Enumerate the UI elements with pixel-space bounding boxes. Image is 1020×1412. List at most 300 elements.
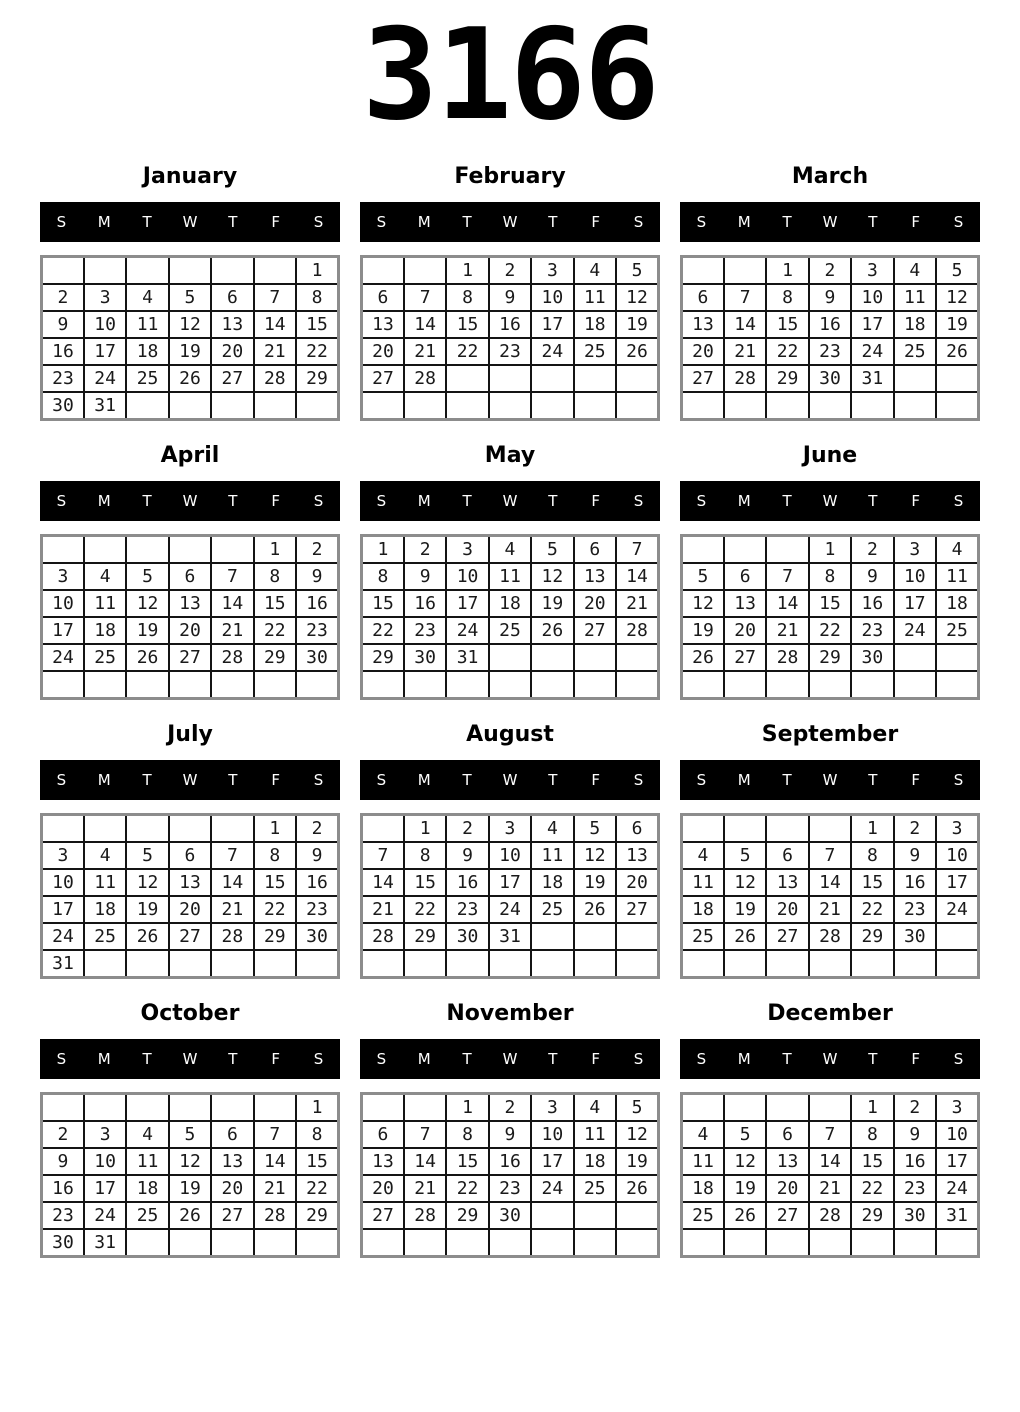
day-cell: 11 — [489, 563, 531, 590]
weekday-label: S — [633, 1050, 644, 1068]
day-cell: 19 — [169, 338, 211, 365]
month-day-grid — [680, 534, 980, 700]
day-cell: 2 — [404, 536, 446, 564]
day-cell — [362, 257, 404, 285]
month-day-grid — [40, 1092, 340, 1258]
day-cell: 23 — [404, 617, 446, 644]
day-cell: 5 — [126, 842, 168, 869]
day-cell: 30 — [851, 644, 893, 671]
week-row — [362, 815, 659, 843]
day-cell: 4 — [84, 842, 126, 869]
day-cell: 12 — [126, 869, 168, 896]
day-cell: 2 — [296, 536, 338, 564]
weekday-label: W — [502, 492, 518, 510]
day-cell — [296, 392, 338, 420]
day-cell: 29 — [296, 1202, 338, 1229]
weekday-label: S — [953, 771, 964, 789]
day-cell: 6 — [211, 1121, 253, 1148]
day-cell: 23 — [851, 617, 893, 644]
day-cell: 1 — [446, 1094, 488, 1122]
week-row — [42, 1202, 339, 1229]
day-cell: 9 — [42, 311, 84, 338]
day-cell — [574, 365, 616, 392]
day-cell: 18 — [574, 311, 616, 338]
day-cell: 13 — [616, 842, 658, 869]
day-cell — [809, 1094, 851, 1122]
day-cell: 6 — [362, 284, 404, 311]
day-cell: 8 — [809, 563, 851, 590]
weekday-label: S — [953, 1050, 964, 1068]
weekday-label: T — [462, 1050, 472, 1068]
day-cell: 19 — [616, 1148, 658, 1175]
month-title: August — [466, 721, 554, 747]
week-row — [682, 671, 979, 699]
day-cell — [531, 950, 573, 978]
day-cell: 18 — [84, 896, 126, 923]
day-cell: 25 — [682, 923, 724, 950]
day-cell: 29 — [446, 1202, 488, 1229]
day-cell: 25 — [126, 1202, 168, 1229]
day-cell: 22 — [446, 1175, 488, 1202]
day-cell: 21 — [724, 338, 766, 365]
day-cell: 12 — [616, 284, 658, 311]
day-cell: 30 — [809, 365, 851, 392]
day-cell: 19 — [616, 311, 658, 338]
day-cell — [682, 392, 724, 420]
day-cell: 20 — [766, 1175, 808, 1202]
day-cell: 29 — [404, 923, 446, 950]
day-cell: 9 — [446, 842, 488, 869]
day-cell: 20 — [616, 869, 658, 896]
day-cell — [531, 365, 573, 392]
day-cell: 24 — [42, 644, 84, 671]
day-cell: 28 — [616, 617, 658, 644]
month-day-grid — [360, 813, 660, 979]
day-cell: 3 — [446, 536, 488, 564]
weekday-label: F — [591, 771, 601, 789]
day-cell: 12 — [531, 563, 573, 590]
weekday-label: M — [417, 213, 431, 231]
day-cell: 20 — [362, 1175, 404, 1202]
day-cell: 30 — [894, 1202, 936, 1229]
day-cell: 5 — [724, 842, 766, 869]
weekday-label: S — [56, 1050, 67, 1068]
day-cell: 9 — [809, 284, 851, 311]
day-cell: 30 — [296, 923, 338, 950]
day-cell — [169, 1229, 211, 1257]
day-cell — [724, 950, 766, 978]
day-cell: 4 — [574, 257, 616, 285]
weekday-label: T — [228, 771, 238, 789]
day-cell: 19 — [574, 869, 616, 896]
week-row — [682, 536, 979, 564]
day-cell — [126, 1094, 168, 1122]
day-cell: 2 — [489, 1094, 531, 1122]
week-row — [42, 815, 339, 843]
day-cell — [809, 392, 851, 420]
day-cell: 10 — [42, 590, 84, 617]
weekday-label: T — [548, 492, 558, 510]
week-row — [42, 617, 339, 644]
weekday-header-row — [40, 760, 340, 800]
day-cell: 6 — [766, 1121, 808, 1148]
day-cell: 11 — [682, 1148, 724, 1175]
day-cell — [894, 671, 936, 699]
day-cell: 18 — [84, 617, 126, 644]
day-cell — [682, 815, 724, 843]
day-cell: 30 — [446, 923, 488, 950]
week-row — [362, 923, 659, 950]
day-cell — [574, 392, 616, 420]
day-cell — [404, 257, 446, 285]
day-cell: 1 — [254, 536, 296, 564]
day-cell — [42, 536, 84, 564]
week-row — [682, 392, 979, 420]
day-cell: 25 — [84, 923, 126, 950]
day-cell: 26 — [126, 644, 168, 671]
day-cell: 15 — [296, 1148, 338, 1175]
day-cell: 31 — [42, 950, 84, 978]
weekday-label: W — [822, 492, 838, 510]
day-cell: 31 — [851, 365, 893, 392]
day-cell: 14 — [766, 590, 808, 617]
weekday-header-row — [360, 481, 660, 521]
day-cell: 24 — [936, 1175, 978, 1202]
week-row — [682, 365, 979, 392]
day-cell: 24 — [531, 338, 573, 365]
weekday-label: T — [228, 492, 238, 510]
day-cell — [851, 950, 893, 978]
weekday-label: F — [911, 771, 921, 789]
week-row — [362, 392, 659, 420]
weekday-header-row — [360, 760, 660, 800]
weekday-label: M — [417, 492, 431, 510]
day-cell: 31 — [936, 1202, 978, 1229]
month-day-grid — [40, 534, 340, 700]
day-cell — [766, 1094, 808, 1122]
week-row — [362, 311, 659, 338]
weekday-label: W — [822, 213, 838, 231]
day-cell — [126, 392, 168, 420]
day-cell — [169, 1094, 211, 1122]
day-cell — [936, 392, 978, 420]
weekday-header-row — [40, 202, 340, 242]
day-cell: 21 — [616, 590, 658, 617]
day-cell: 23 — [296, 896, 338, 923]
day-cell: 18 — [682, 896, 724, 923]
week-row — [362, 617, 659, 644]
day-cell: 19 — [169, 1175, 211, 1202]
weekday-label: S — [696, 492, 707, 510]
day-cell: 23 — [296, 617, 338, 644]
day-cell — [766, 671, 808, 699]
weekday-label: T — [228, 1050, 238, 1068]
day-cell: 10 — [531, 284, 573, 311]
day-cell: 23 — [809, 338, 851, 365]
day-cell — [574, 671, 616, 699]
day-cell: 25 — [936, 617, 978, 644]
week-row — [42, 284, 339, 311]
day-cell — [489, 392, 531, 420]
day-cell: 22 — [362, 617, 404, 644]
weekday-header-row — [360, 1039, 660, 1079]
day-cell: 4 — [894, 257, 936, 285]
day-cell: 3 — [489, 815, 531, 843]
day-cell — [84, 1094, 126, 1122]
weekday-label: M — [97, 771, 111, 789]
day-cell: 21 — [809, 896, 851, 923]
day-cell: 28 — [362, 923, 404, 950]
week-row — [42, 644, 339, 671]
day-cell — [724, 257, 766, 285]
day-cell: 10 — [84, 311, 126, 338]
week-row — [682, 1148, 979, 1175]
week-row — [42, 950, 339, 978]
day-cell: 22 — [254, 896, 296, 923]
weekday-label: F — [591, 1050, 601, 1068]
day-cell: 7 — [809, 842, 851, 869]
weekday-label: T — [782, 771, 792, 789]
day-cell — [616, 1202, 658, 1229]
day-cell — [489, 950, 531, 978]
weekday-label: S — [633, 213, 644, 231]
weekday-header-row — [40, 481, 340, 521]
weekday-header-row — [360, 202, 660, 242]
day-cell — [809, 815, 851, 843]
day-cell: 11 — [84, 590, 126, 617]
week-row — [682, 896, 979, 923]
month-title: September — [761, 721, 899, 747]
month-day-grid — [360, 255, 660, 421]
day-cell — [362, 815, 404, 843]
day-cell — [851, 671, 893, 699]
day-cell: 11 — [682, 869, 724, 896]
week-row — [42, 311, 339, 338]
week-row — [42, 869, 339, 896]
weekday-label: M — [97, 492, 111, 510]
day-cell — [446, 671, 488, 699]
weekday-label: T — [868, 771, 878, 789]
day-cell: 15 — [766, 311, 808, 338]
day-cell: 7 — [211, 563, 253, 590]
day-cell: 2 — [809, 257, 851, 285]
day-cell: 28 — [809, 923, 851, 950]
weekday-label: F — [591, 492, 601, 510]
day-cell: 2 — [42, 1121, 84, 1148]
week-row — [42, 1175, 339, 1202]
day-cell: 7 — [362, 842, 404, 869]
day-cell — [362, 1094, 404, 1122]
day-cell: 30 — [894, 923, 936, 950]
day-cell: 5 — [169, 284, 211, 311]
day-cell: 8 — [851, 842, 893, 869]
weekday-label: S — [56, 492, 67, 510]
weekday-label: T — [548, 771, 558, 789]
weekday-header-row — [40, 1039, 340, 1079]
day-cell: 28 — [254, 365, 296, 392]
weekday-label: W — [182, 771, 198, 789]
day-cell: 5 — [724, 1121, 766, 1148]
day-cell: 24 — [446, 617, 488, 644]
day-cell: 11 — [531, 842, 573, 869]
weekday-label: M — [97, 213, 111, 231]
month-block — [40, 150, 340, 421]
day-cell: 28 — [404, 365, 446, 392]
weekday-label: W — [182, 1050, 198, 1068]
day-cell: 15 — [254, 590, 296, 617]
day-cell: 4 — [126, 284, 168, 311]
day-cell: 1 — [446, 257, 488, 285]
weekday-label: T — [462, 213, 472, 231]
day-cell: 17 — [42, 896, 84, 923]
weekday-label: W — [182, 213, 198, 231]
weekday-label: T — [228, 213, 238, 231]
day-cell: 13 — [724, 590, 766, 617]
week-row — [42, 671, 339, 699]
day-cell: 7 — [809, 1121, 851, 1148]
day-cell: 28 — [766, 644, 808, 671]
month-block — [360, 429, 660, 700]
weekday-label: T — [462, 492, 472, 510]
day-cell: 2 — [894, 815, 936, 843]
day-cell — [574, 1229, 616, 1257]
day-cell: 25 — [682, 1202, 724, 1229]
day-cell: 14 — [254, 1148, 296, 1175]
day-cell: 4 — [574, 1094, 616, 1122]
day-cell: 26 — [616, 1175, 658, 1202]
day-cell — [936, 365, 978, 392]
day-cell — [682, 536, 724, 564]
day-cell: 27 — [211, 1202, 253, 1229]
day-cell: 27 — [766, 1202, 808, 1229]
weekday-label: M — [417, 771, 431, 789]
day-cell: 1 — [362, 536, 404, 564]
day-cell: 7 — [404, 1121, 446, 1148]
day-cell: 2 — [42, 284, 84, 311]
day-cell: 28 — [809, 1202, 851, 1229]
weekday-label: S — [56, 213, 67, 231]
day-cell: 31 — [446, 644, 488, 671]
day-cell — [809, 950, 851, 978]
month-block — [360, 150, 660, 421]
day-cell: 13 — [682, 311, 724, 338]
day-cell — [362, 950, 404, 978]
day-cell: 13 — [362, 311, 404, 338]
day-cell: 27 — [682, 365, 724, 392]
day-cell — [724, 1229, 766, 1257]
day-cell: 14 — [809, 869, 851, 896]
day-cell: 19 — [724, 896, 766, 923]
day-cell: 11 — [936, 563, 978, 590]
day-cell: 27 — [766, 923, 808, 950]
day-cell: 14 — [362, 869, 404, 896]
day-cell — [936, 923, 978, 950]
week-row — [682, 644, 979, 671]
weekday-label: W — [822, 1050, 838, 1068]
day-cell: 4 — [489, 536, 531, 564]
day-cell: 20 — [724, 617, 766, 644]
day-cell — [126, 1229, 168, 1257]
day-cell: 14 — [404, 311, 446, 338]
day-cell: 18 — [894, 311, 936, 338]
day-cell: 25 — [574, 338, 616, 365]
weekday-label: M — [417, 1050, 431, 1068]
day-cell: 24 — [84, 365, 126, 392]
day-cell: 1 — [296, 1094, 338, 1122]
week-row — [362, 1175, 659, 1202]
day-cell — [42, 257, 84, 285]
day-cell: 24 — [894, 617, 936, 644]
day-cell — [404, 392, 446, 420]
day-cell — [531, 392, 573, 420]
day-cell: 20 — [211, 338, 253, 365]
week-row — [362, 1202, 659, 1229]
day-cell: 18 — [682, 1175, 724, 1202]
day-cell: 16 — [446, 869, 488, 896]
day-cell: 3 — [42, 563, 84, 590]
day-cell: 6 — [724, 563, 766, 590]
day-cell: 28 — [404, 1202, 446, 1229]
day-cell: 12 — [724, 1148, 766, 1175]
day-cell: 25 — [126, 365, 168, 392]
day-cell: 27 — [362, 365, 404, 392]
day-cell: 30 — [42, 1229, 84, 1257]
day-cell: 25 — [574, 1175, 616, 1202]
day-cell — [254, 950, 296, 978]
day-cell — [84, 536, 126, 564]
week-row — [362, 1094, 659, 1122]
day-cell — [211, 671, 253, 699]
day-cell — [489, 644, 531, 671]
day-cell — [169, 257, 211, 285]
weekday-label: S — [313, 771, 324, 789]
day-cell — [211, 950, 253, 978]
day-cell — [616, 923, 658, 950]
day-cell: 24 — [851, 338, 893, 365]
day-cell — [724, 536, 766, 564]
day-cell: 6 — [682, 284, 724, 311]
day-cell — [489, 365, 531, 392]
day-cell: 4 — [682, 842, 724, 869]
day-cell: 29 — [809, 644, 851, 671]
day-cell: 3 — [936, 815, 978, 843]
day-cell: 16 — [42, 1175, 84, 1202]
day-cell: 16 — [404, 590, 446, 617]
weekday-label: M — [97, 1050, 111, 1068]
day-cell: 21 — [766, 617, 808, 644]
week-row — [682, 1229, 979, 1257]
day-cell — [84, 950, 126, 978]
weekday-label: T — [142, 213, 152, 231]
weekday-header-row — [680, 481, 980, 521]
day-cell: 17 — [84, 1175, 126, 1202]
day-cell — [766, 1229, 808, 1257]
day-cell — [724, 671, 766, 699]
day-cell: 9 — [489, 1121, 531, 1148]
day-cell: 13 — [169, 869, 211, 896]
day-cell: 24 — [489, 896, 531, 923]
day-cell: 15 — [851, 869, 893, 896]
day-cell: 21 — [254, 338, 296, 365]
day-cell: 8 — [296, 284, 338, 311]
day-cell: 25 — [489, 617, 531, 644]
day-cell — [126, 536, 168, 564]
day-cell: 21 — [211, 617, 253, 644]
day-cell: 17 — [446, 590, 488, 617]
day-cell — [766, 392, 808, 420]
day-cell: 21 — [809, 1175, 851, 1202]
week-row — [682, 1094, 979, 1122]
